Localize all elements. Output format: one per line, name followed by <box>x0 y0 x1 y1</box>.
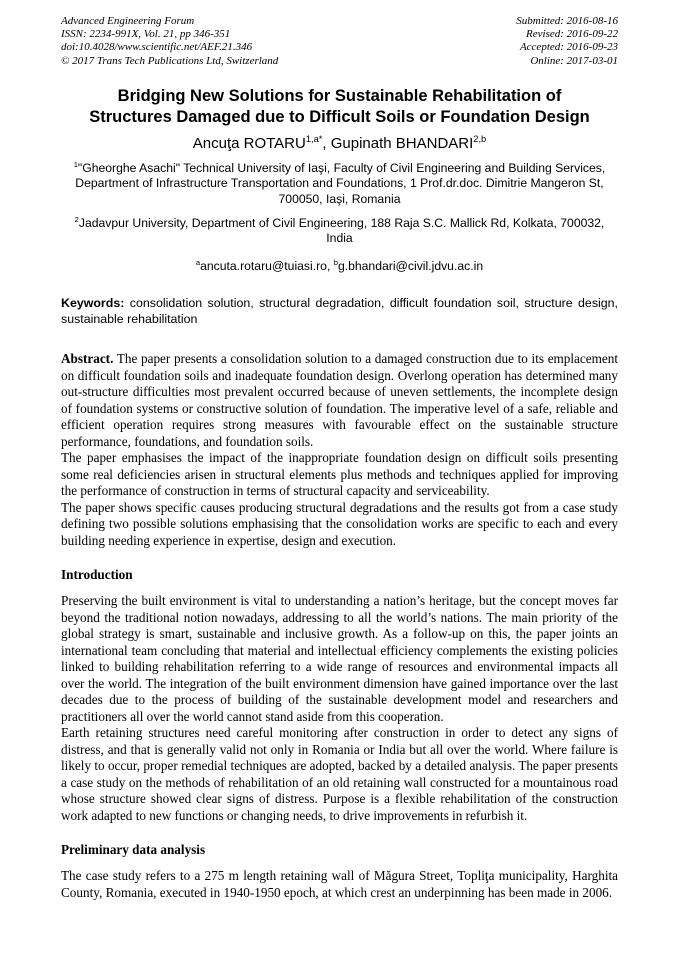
abstract-section <box>61 351 618 549</box>
journal-name: Advanced Engineering Forum <box>61 15 195 27</box>
revised-date: Revised: 2016-09-22 <box>526 28 618 41</box>
abstract-paragraph: The paper emphasises the impact of the inappropriate foundation design on difficult soils presenting some real deficiencies arisen in structural elements plus methods and techniques applied for improving the performance of construction in terms of structural capacity and serviceability. <box>61 450 618 499</box>
author-name: , Gupinath BHANDARI <box>322 134 474 152</box>
author-superscript: 2,b <box>473 133 487 144</box>
introduction-section <box>61 567 618 824</box>
author-emails <box>61 259 618 274</box>
keywords-line <box>61 296 618 327</box>
submission-dates <box>516 15 618 68</box>
submitted-date: Submitted: 2016-08-16 <box>516 15 618 27</box>
email-address: ancuta.rotaru@tuiasi.ro, <box>200 258 334 273</box>
abstract-text: The paper presents a consolidation solution to a damaged construction due to its emplacement on difficult foundation soils and inadequate foundation design. Overlong operation has determined many out-structure difficulties most prevalent occurred because of uneven settlements, the incomplete design of foundation systems or constructive solution of foundation. The imperative level of a safe, reliable and efficient operation requires strong measures with favourable effect on the sustainable structure performance, foundations, and foundation soils. <box>61 351 618 449</box>
abstract-paragraph: The paper shows specific causes producing structural degradations and the results got from a case study defining two possible solutions emphasising that the consolidation works are specific to each and every building needing experience in expertise, design and execution. <box>61 499 618 548</box>
body-paragraph: Earth retaining structures need careful monitoring after construction in order to detect any signs of distress, and that is generally valid not only in Romania or India but all over the world. Where failure is likely to occur, proper remedial techniques are adopted, backed by a detailed analysis. The paper presents a case study on the methods of rehabilitation of an old retaining wall constructed for a mountainous road whose structure showed clear signs of distress. Purpose is a flexible rehabilitation of the construction work adapted to new functions or changing needs, to drive improvements in refurbish it. <box>61 725 618 823</box>
accepted-date: Accepted: 2016-09-23 <box>519 41 618 54</box>
online-date: Online: 2017-03-01 <box>530 54 618 67</box>
keywords-label: Keywords: <box>61 296 125 311</box>
affiliation-superscript: 1 <box>73 159 78 169</box>
email-superscript: a <box>195 257 201 267</box>
journal-header <box>61 15 618 68</box>
affiliation-superscript: 2 <box>74 215 79 225</box>
journal-doi-line: doi:10.4028/www.scientific.net/AEF.21.346 <box>61 41 253 54</box>
affiliation-1 <box>61 161 618 207</box>
abstract-label: Abstract. <box>61 351 114 367</box>
authors-line <box>61 135 618 152</box>
author-superscript: 1,a* <box>305 133 323 144</box>
preliminary-data-section <box>61 842 618 901</box>
body-paragraph: The case study refers to a 275 m length retaining wall of Măgura Street, Topliţa municipality, Harghita County, Romania, executed in 1940-1950 epoch, at which crest an underpinning has been made in 2006. <box>61 868 618 900</box>
abstract-paragraph <box>61 351 618 450</box>
affiliation-text: "Gheorghe Asachi" Technical University of Iaşi, Faculty of Civil Engineering and Building Services, Department of Infrastructure Transportation and Foundations, 1 Prof.dr.doc. Dimitrie Mangeron St, 700050, Iaşi, Romania <box>75 160 606 206</box>
affiliation-text: Jadavpur University, Department of Civil Engineering, 188 Raja S.C. Mallick Rd, Kolkata, 700032, India <box>78 216 605 246</box>
section-heading-preliminary-data-analysis: Preliminary data analysis <box>61 842 206 858</box>
email-superscript: b <box>333 257 338 267</box>
body-paragraph: Preserving the built environment is vital to understanding a nation’s heritage, but the concept moves far beyond the traditional notion nowadays, addressing to all the world’s nations. The main priority of the global strategy is smart, sustainable and inclusive growth. As a follow-up on this, the paper joints an international team concluding that material and intellectual efficiency complements the existing policies linked to building rehabilitation referring to a wide range of resources and environmental impacts all over the world. The integration of the built environment dimension have gained importance over the last decades due to the process of building of the sustainable development model and researchers and practitioners all over the world cannot stand aside from this cooperation. <box>61 593 618 724</box>
journal-issn-line: ISSN: 2234-991X, Vol. 21, pp 346-351 <box>61 28 231 41</box>
author-name: Ancuţa ROTARU <box>192 134 306 152</box>
journal-copyright-line: © 2017 Trans Tech Publications Ltd, Switzerland <box>61 54 279 67</box>
affiliation-2 <box>61 216 618 247</box>
email-address: g.bhandari@civil.jdvu.ac.in <box>337 258 484 273</box>
paper-title: Bridging New Solutions for Sustainable Rehabilitation of Structures Damaged due to Difficult Soils or Foundation Design <box>89 86 590 126</box>
section-heading-introduction: Introduction <box>61 567 133 583</box>
journal-info <box>61 15 278 68</box>
keywords-text: consolidation solution, structural degradation, difficult foundation soil, structure design, sustainable rehabilitation <box>61 296 618 326</box>
